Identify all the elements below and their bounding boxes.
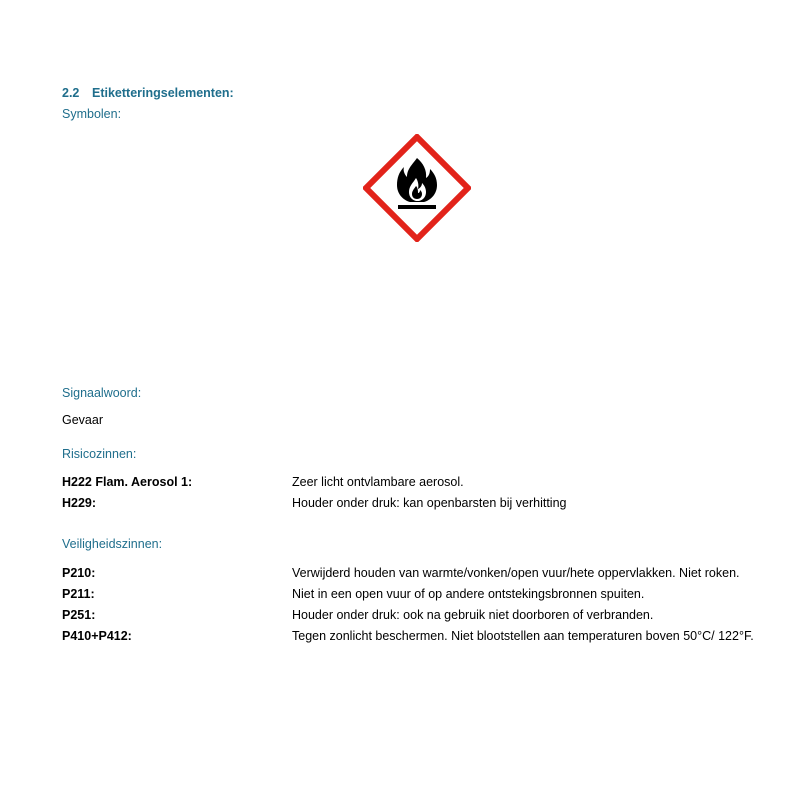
signal-word: Gevaar: [62, 413, 103, 427]
precaution-text: Tegen zonlicht beschermen. Niet blootstellen aan temperaturen boven 50°C/ 122°F.: [292, 628, 754, 643]
symbols-label: Symbolen:: [62, 107, 122, 121]
section-title: Etiketteringselementen:: [92, 86, 234, 100]
precautionary-statements-label: Veiligheidszinnen:: [62, 537, 163, 551]
precaution-text: Niet in een open vuur of op andere ontstekingsbronnen spuiten.: [292, 586, 645, 601]
precaution-statement-row: [62, 604, 782, 625]
precautionary-statements-list: [62, 562, 782, 646]
hazard-text: Houder onder druk: kan openbarsten bij verhitting: [292, 495, 567, 510]
hazard-statement-row: [62, 492, 782, 513]
hazard-text: Zeer licht ontvlambare aerosol.: [292, 474, 464, 489]
precaution-code: P251:: [62, 607, 96, 622]
precaution-statement-row: [62, 625, 782, 646]
hazard-statements-list: [62, 471, 782, 513]
signal-word-label: Signaalwoord:: [62, 386, 142, 400]
hazard-statement-row: [62, 471, 782, 492]
hazard-code: H222 Flam. Aerosol 1:: [62, 474, 193, 489]
hazard-code: H229:: [62, 495, 97, 510]
flame-icon: [363, 134, 471, 242]
precaution-code: P211:: [62, 586, 95, 601]
precaution-statement-row: [62, 562, 782, 583]
section-heading: [62, 86, 234, 100]
section-number: 2.2: [62, 86, 80, 100]
precaution-text: Verwijderd houden van warmte/vonken/open vuur/hete oppervlakken. Niet roken.: [292, 565, 740, 580]
precaution-code: P410+P412:: [62, 628, 132, 643]
precaution-code: P210:: [62, 565, 96, 580]
precaution-statement-row: [62, 583, 782, 604]
precaution-text: Houder onder druk: ook na gebruik niet doorboren of verbranden.: [292, 607, 654, 622]
hazard-statements-label: Risicozinnen:: [62, 447, 137, 461]
